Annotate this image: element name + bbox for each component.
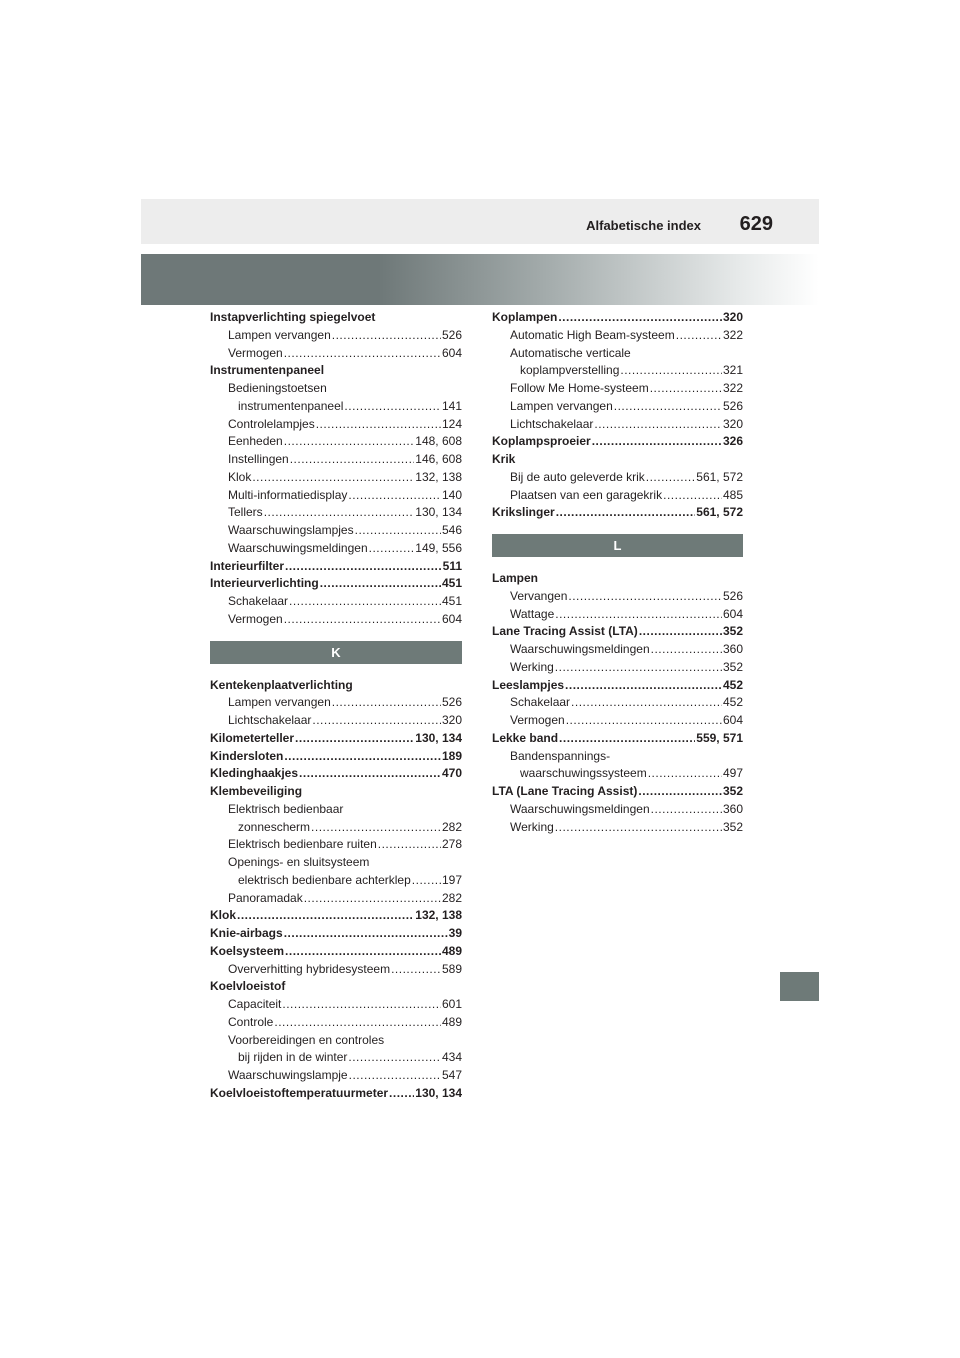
entry-page-ref: 320 [441, 713, 462, 727]
entry-text: koplampverstelling [520, 363, 620, 378]
dot-leader [592, 433, 722, 451]
entry-text: Vervangen [510, 588, 568, 603]
entry-page-ref: 320 [722, 310, 743, 324]
entry-page-ref: 526 [722, 588, 743, 603]
dot-leader [391, 961, 441, 979]
index-subentry [210, 1014, 462, 1032]
entry-text: Elektrisch bedienbare ruiten [228, 837, 377, 852]
index-subentry [210, 801, 462, 819]
index-subentry [210, 593, 462, 611]
index-entry [492, 677, 743, 695]
dot-leader [378, 836, 441, 854]
dot-leader [651, 641, 722, 659]
index-subentry [210, 890, 462, 908]
entry-text: waarschuwingssysteem [520, 766, 647, 781]
dot-leader [320, 575, 441, 593]
entry-page-ref: 561, 572 [696, 505, 743, 520]
entry-page-ref: 604 [722, 713, 743, 727]
dot-leader [676, 327, 722, 345]
index-entry [210, 575, 462, 593]
index-subentry [210, 1049, 462, 1067]
entry-text: Waarschuwingsmeldingen [510, 642, 650, 656]
dot-leader [651, 801, 722, 819]
entry-text: Bedieningstoetsen [228, 381, 327, 395]
index-entry [492, 623, 743, 641]
index-column-left [210, 309, 462, 1103]
entry-text: Knie-airbags [210, 926, 283, 940]
entry-page-ref: 589 [441, 961, 462, 976]
dot-leader [316, 416, 441, 434]
dot-leader [284, 925, 448, 943]
dot-leader [299, 765, 441, 783]
entry-text: Elektrisch bedienbaar [228, 801, 344, 816]
entry-text: Lampen vervangen [228, 695, 331, 710]
index-subentry [492, 398, 743, 416]
index-entry [210, 730, 462, 748]
section-letter-bar: L [492, 534, 743, 557]
index-subentry [492, 801, 743, 819]
index-entry [492, 570, 743, 588]
index-subentry [492, 819, 743, 837]
dot-leader [264, 504, 415, 522]
dot-leader [559, 730, 695, 748]
index-entry [492, 730, 743, 748]
entry-text: Leeslampjes [492, 677, 565, 692]
entry-page-ref: 130, 134 [415, 1085, 462, 1100]
entry-text: Klok [228, 469, 252, 484]
entry-page-ref: 130, 134 [415, 505, 462, 520]
entry-page-ref: 604 [441, 345, 462, 360]
index-subentry [210, 1067, 462, 1085]
entry-page-ref: 278 [441, 837, 462, 852]
entry-page-ref: 149, 556 [415, 540, 462, 555]
entry-text: Koplampen [492, 310, 558, 324]
entry-text: Klembeveiliging [210, 784, 303, 798]
dot-leader [285, 558, 442, 576]
entry-text: Krik [492, 452, 516, 466]
dot-leader [555, 606, 722, 624]
entry-text: Kentekenplaatverlichting [210, 677, 353, 692]
dot-leader [663, 487, 722, 505]
entry-text: Oververhitting hybridesysteem [228, 961, 391, 976]
entry-page-ref: 282 [441, 890, 462, 905]
index-entry [210, 1085, 462, 1103]
entry-text: Lane Tracing Assist (LTA) [492, 624, 638, 639]
index-entry [210, 765, 462, 783]
index-entry [210, 907, 462, 925]
index-entry [210, 783, 462, 801]
entry-page-ref: 546 [441, 523, 462, 537]
entry-text: Waarschuwingslampje [228, 1068, 348, 1082]
dot-leader [650, 380, 722, 398]
index-subentry [210, 433, 462, 451]
entry-text: Voorbereidingen en controles [228, 1032, 385, 1047]
entry-text: Lampen vervangen [510, 398, 613, 413]
dot-leader [304, 890, 441, 908]
entry-page-ref: 526 [722, 398, 743, 413]
entry-page-ref: 526 [441, 327, 462, 342]
dot-leader [555, 659, 722, 677]
index-entry [210, 978, 462, 996]
index-subentry [210, 504, 462, 522]
entry-text: Automatic High Beam-systeem [510, 327, 675, 342]
entry-text: Controle [228, 1014, 274, 1029]
dot-leader [349, 1067, 441, 1085]
entry-page-ref: 452 [722, 677, 743, 692]
entry-text: Controlelampjes [228, 416, 315, 431]
index-subentry [492, 487, 743, 505]
index-subentry [492, 469, 743, 487]
index-subentry [492, 712, 743, 730]
entry-text: Lichtschakelaar [228, 713, 312, 727]
entry-text: Koelvloeistof [210, 979, 286, 994]
dot-leader [344, 398, 441, 416]
entry-text: Schakelaar [228, 594, 289, 608]
entry-page-ref: 132, 138 [415, 469, 462, 484]
dot-leader [332, 694, 441, 712]
entry-page-ref: 352 [722, 624, 743, 639]
index-subentry [492, 380, 743, 398]
entry-page-ref: 360 [722, 801, 743, 816]
entry-page-ref: 352 [722, 819, 743, 834]
index-subentry [210, 469, 462, 487]
entry-text: Klok [210, 908, 237, 923]
entry-page-ref: 497 [722, 766, 743, 781]
dot-leader [312, 712, 441, 730]
entry-page-ref: 352 [722, 659, 743, 674]
dot-leader [639, 623, 722, 641]
index-entry [492, 783, 743, 801]
entry-text: Waarschuwingslampjes [228, 523, 354, 537]
entry-page-ref: 39 [448, 926, 462, 940]
entry-page-ref: 322 [722, 381, 743, 395]
entry-text: Kledinghaakjes [210, 766, 299, 781]
entry-text: zonnescherm [238, 819, 311, 834]
entry-text: Kilometerteller [210, 730, 295, 745]
entry-page-ref: 320 [722, 416, 743, 431]
entry-text: Interieurverlichting [210, 576, 319, 591]
entry-page-ref: 485 [722, 487, 743, 502]
entry-text: Openings- en sluitsysteem [228, 855, 370, 869]
index-subentry [210, 819, 462, 837]
dot-leader [355, 522, 441, 540]
entry-text: Krikslinger [492, 505, 555, 520]
entry-text: Werking [510, 819, 554, 834]
entry-text: Capaciteit [228, 997, 282, 1011]
entry-page-ref: 132, 138 [415, 908, 462, 923]
entry-text: Waarschuwingsmeldingen [228, 540, 368, 555]
page-header [141, 199, 819, 244]
dot-leader [558, 309, 722, 327]
index-subentry [492, 641, 743, 659]
entry-page-ref: 352 [722, 784, 743, 798]
index-column-right [492, 309, 743, 836]
dot-leader [289, 593, 441, 611]
decorative-band [141, 254, 819, 305]
entry-text: Koelvloeistoftemperatuurmeter [210, 1085, 389, 1100]
dot-leader [565, 677, 722, 695]
entry-page-ref: 360 [722, 642, 743, 656]
dot-leader [284, 748, 441, 766]
index-subentry [210, 854, 462, 872]
entry-text: Panoramadak [228, 890, 303, 905]
dot-leader [332, 327, 441, 345]
index-subentry [492, 694, 743, 712]
index-entry [492, 504, 743, 522]
index-subentry [210, 712, 462, 730]
entry-text: Instapverlichting spiegelvoet [210, 310, 376, 324]
entry-text: Bij de auto geleverde krik [510, 469, 645, 484]
index-subentry [210, 996, 462, 1014]
entry-page-ref: 146, 608 [415, 452, 462, 466]
index-subentry [210, 611, 462, 629]
entry-page-ref: 197 [441, 872, 462, 887]
entry-page-ref: 282 [441, 819, 462, 834]
entry-page-ref: 604 [441, 611, 462, 626]
dot-leader [311, 819, 441, 837]
index-subentry [210, 451, 462, 469]
dot-leader [348, 1049, 441, 1067]
index-subentry [492, 362, 743, 380]
dot-leader [568, 588, 722, 606]
index-entry [210, 677, 462, 695]
index-entry [210, 943, 462, 961]
entry-text: bij rijden in de winter [238, 1050, 348, 1065]
entry-text: Instrumentenpaneel [210, 363, 325, 378]
dot-leader [389, 1085, 414, 1103]
index-subentry [210, 961, 462, 979]
index-subentry [210, 487, 462, 505]
entry-text: Vermogen [510, 713, 565, 727]
dot-leader [555, 819, 722, 837]
entry-page-ref: 434 [441, 1050, 462, 1065]
entry-text: Waarschuwingsmeldingen [510, 801, 650, 816]
entry-text: Kindersloten [210, 748, 284, 763]
dot-leader [594, 416, 722, 434]
entry-text: LTA (Lane Tracing Assist) [492, 784, 638, 798]
entry-page-ref: 148, 608 [415, 434, 462, 449]
index-entry [210, 748, 462, 766]
index-subentry [210, 872, 462, 890]
index-subentry [492, 327, 743, 345]
index-subentry [492, 748, 743, 766]
dot-leader [638, 783, 722, 801]
index-entry [492, 451, 743, 469]
entry-text: Lichtschakelaar [510, 416, 594, 431]
entry-page-ref: 511 [442, 558, 462, 573]
entry-page-ref: 559, 571 [696, 730, 743, 745]
entry-text: Instellingen [228, 452, 289, 466]
entry-page-ref: 452 [722, 695, 743, 710]
dot-leader [284, 345, 441, 363]
dot-leader [284, 611, 441, 629]
entry-text: Multi-informatiedisplay [228, 487, 348, 502]
dot-leader [295, 730, 414, 748]
entry-page-ref: 451 [441, 594, 462, 608]
dot-leader [274, 1014, 441, 1032]
entry-page-ref: 326 [722, 434, 743, 449]
entry-page-ref: 547 [441, 1068, 462, 1082]
entry-page-ref: 189 [441, 748, 462, 763]
index-subentry [210, 522, 462, 540]
entry-page-ref: 561, 572 [696, 469, 743, 484]
entry-page-ref: 489 [441, 943, 462, 958]
index-subentry [210, 694, 462, 712]
dot-leader [646, 469, 696, 487]
index-subentry [492, 345, 743, 363]
entry-text: Lampen [492, 571, 539, 585]
dot-leader [648, 765, 722, 783]
dot-leader [348, 487, 441, 505]
dot-leader [252, 469, 414, 487]
entry-text: Wattage [510, 606, 555, 621]
dot-leader [284, 433, 415, 451]
page-number: 629 [739, 213, 773, 235]
index-entry [210, 362, 462, 380]
dot-leader [620, 362, 722, 380]
entry-page-ref: 470 [441, 766, 462, 781]
index-entry [210, 309, 462, 327]
header-title: Alfabetische index [586, 218, 701, 233]
entry-text: Interieurfilter [210, 558, 285, 573]
index-subentry [210, 836, 462, 854]
dot-leader [412, 872, 441, 890]
entry-page-ref: 604 [722, 606, 743, 621]
index-subentry [492, 416, 743, 434]
index-subentry [210, 345, 462, 363]
entry-text: elektrisch bedienbare achterklep [238, 872, 411, 887]
dot-leader [556, 504, 696, 522]
entry-text: Automatische verticale [510, 345, 631, 360]
index-subentry [492, 606, 743, 624]
index-entry [492, 433, 743, 451]
entry-text: Koplampsproeier [492, 434, 591, 449]
entry-text: Lekke band [492, 730, 559, 745]
entry-page-ref: 141 [441, 398, 462, 413]
index-entry [210, 558, 462, 576]
entry-text: Vermogen [228, 345, 283, 360]
index-subentry [210, 1032, 462, 1050]
dot-leader [290, 451, 415, 469]
index-subentry [210, 327, 462, 345]
section-letter-bar: K [210, 641, 462, 664]
entry-text: Vermogen [228, 611, 283, 626]
entry-text: Bandenspannings- [510, 748, 611, 763]
entry-text: Lampen vervangen [228, 327, 331, 342]
entry-text: Tellers [228, 505, 263, 520]
index-subentry [492, 659, 743, 677]
entry-page-ref: 489 [441, 1014, 462, 1029]
entry-page-ref: 124 [441, 416, 462, 431]
entry-text: Werking [510, 659, 554, 674]
entry-text: Koelsysteem [210, 943, 285, 958]
entry-text: Follow Me Home-systeem [510, 381, 649, 395]
dot-leader [614, 398, 722, 416]
entry-text: Eenheden [228, 434, 283, 449]
index-subentry [210, 398, 462, 416]
entry-page-ref: 451 [441, 576, 462, 591]
entry-page-ref: 130, 134 [415, 730, 462, 745]
dot-leader [237, 907, 414, 925]
dot-leader [282, 996, 441, 1014]
dot-leader [566, 712, 722, 730]
entry-page-ref: 322 [722, 327, 743, 342]
entry-page-ref: 321 [722, 363, 743, 378]
entry-text: Plaatsen van een garagekrik [510, 487, 663, 502]
entry-page-ref: 526 [441, 695, 462, 710]
entry-page-ref: 601 [441, 997, 462, 1011]
entry-text: Schakelaar [510, 695, 571, 710]
dot-leader [571, 694, 722, 712]
index-entry [492, 309, 743, 327]
dot-leader [369, 540, 415, 558]
entry-text: instrumentenpaneel [238, 398, 344, 413]
index-subentry [210, 540, 462, 558]
index-subentry [210, 380, 462, 398]
index-subentry [492, 765, 743, 783]
dot-leader [285, 943, 441, 961]
index-entry [210, 925, 462, 943]
chapter-tab [780, 972, 819, 1001]
index-subentry [492, 588, 743, 606]
entry-page-ref: 140 [441, 487, 462, 502]
index-subentry [210, 416, 462, 434]
